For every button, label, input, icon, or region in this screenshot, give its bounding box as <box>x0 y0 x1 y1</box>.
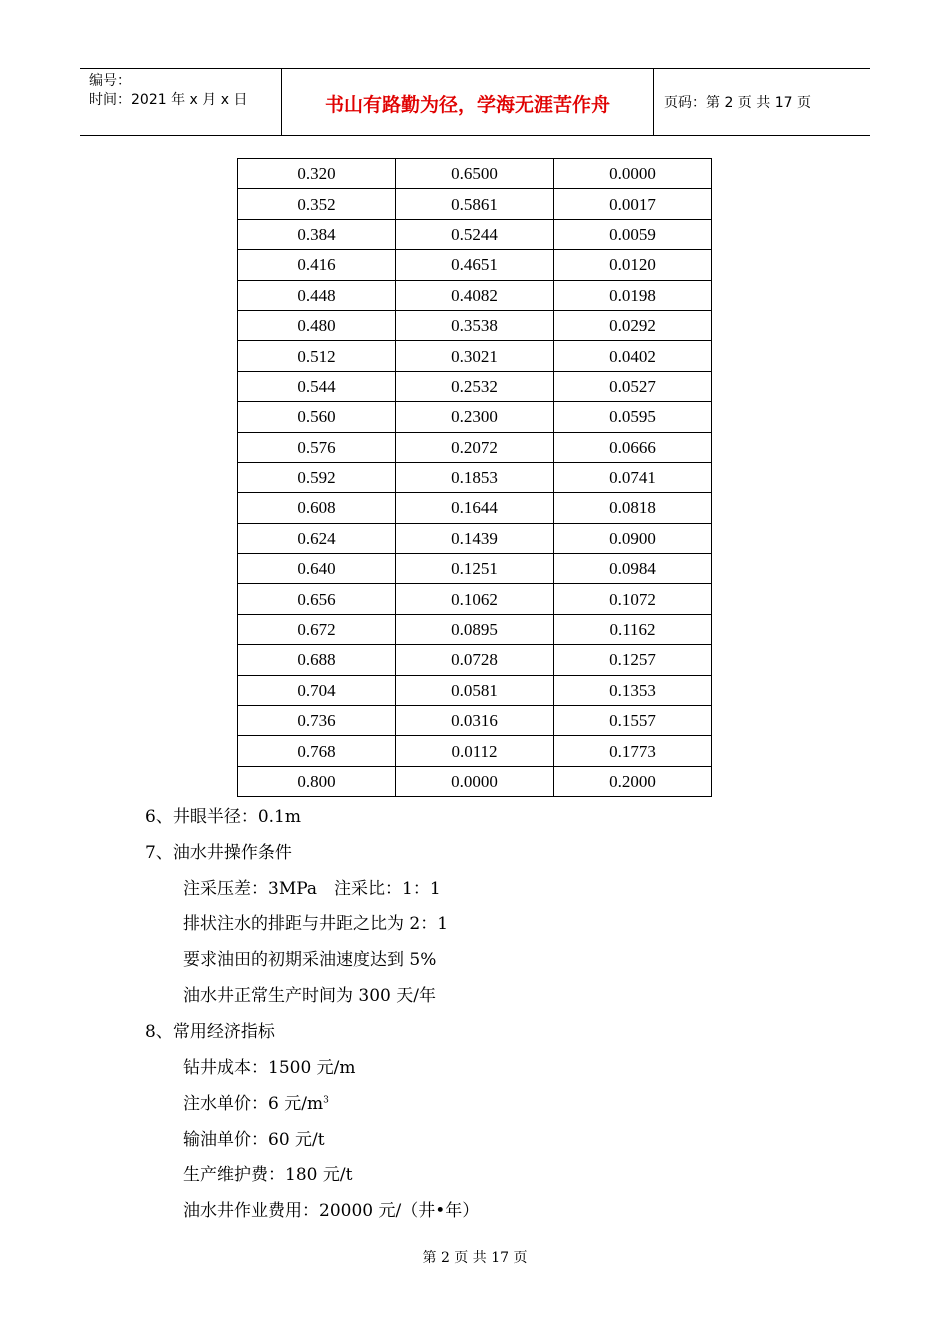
table-cell: 0.0198 <box>554 280 712 310</box>
table-row <box>238 402 712 432</box>
water-injection-price-text: 注水单价：6 元/m <box>183 1094 324 1114</box>
table-cell: 0.5861 <box>396 189 554 219</box>
table-cell: 0.592 <box>238 462 396 492</box>
section-6-wellbore-radius: 6、井眼半径：0.1m <box>145 807 301 827</box>
table-cell: 0.576 <box>238 432 396 462</box>
table-cell: 0.1257 <box>554 645 712 675</box>
table-row <box>238 766 712 796</box>
table-cell: 0.2000 <box>554 766 712 796</box>
injection-pressure-ratio: 注采压差：3MPa 注采比：1：1 <box>183 879 441 899</box>
table-row <box>238 462 712 492</box>
table-row <box>238 675 712 705</box>
table-row <box>238 310 712 340</box>
water-injection-price <box>183 1089 329 1114</box>
table-cell: 0.544 <box>238 371 396 401</box>
table-cell: 0.0017 <box>554 189 712 219</box>
header-page-info: 页码：第 2 页 共 17 页 <box>664 95 811 111</box>
table-cell: 0.0900 <box>554 523 712 553</box>
page-footer: 第 2 页 共 17 页 <box>422 1250 528 1266</box>
table-row <box>238 159 712 189</box>
table-cell: 0.1062 <box>396 584 554 614</box>
table-row <box>238 280 712 310</box>
table-cell: 0.1644 <box>396 493 554 523</box>
table-row <box>238 432 712 462</box>
section-7-heading: 7、油水井操作条件 <box>145 843 292 863</box>
table-cell: 0.0728 <box>396 645 554 675</box>
table-row <box>238 493 712 523</box>
table-cell: 0.1439 <box>396 523 554 553</box>
table-row <box>238 371 712 401</box>
table-cell: 0.0818 <box>554 493 712 523</box>
table-cell: 0.704 <box>238 675 396 705</box>
table-cell: 0.0112 <box>396 736 554 766</box>
data-table <box>237 158 712 797</box>
well-operation-cost: 油水井作业费用：20000 元/（井•年） <box>183 1201 480 1221</box>
table-cell: 0.736 <box>238 706 396 736</box>
table-cell: 0.0120 <box>554 250 712 280</box>
table-cell: 0.352 <box>238 189 396 219</box>
table-cell: 0.1072 <box>554 584 712 614</box>
initial-recovery-rate: 要求油田的初期采油速度达到 5% <box>183 950 437 970</box>
table-cell: 0.2300 <box>396 402 554 432</box>
table-cell: 0.1162 <box>554 614 712 644</box>
table-cell: 0.0741 <box>554 462 712 492</box>
table-cell: 0.2532 <box>396 371 554 401</box>
table-row <box>238 341 712 371</box>
table-cell: 0.0000 <box>554 159 712 189</box>
table-cell: 0.560 <box>238 402 396 432</box>
table-cell: 0.3021 <box>396 341 554 371</box>
header-motto: 书山有路勤为径，学海无涯苦作舟 <box>282 69 654 135</box>
drilling-cost: 钻井成本：1500 元/m <box>183 1058 356 1078</box>
data-table-body <box>238 159 712 797</box>
table-row <box>238 584 712 614</box>
table-row <box>238 554 712 584</box>
header-meta <box>80 69 282 135</box>
table-row <box>238 614 712 644</box>
table-row <box>238 189 712 219</box>
table-cell: 0.512 <box>238 341 396 371</box>
table-cell: 0.6500 <box>396 159 554 189</box>
table-cell: 0.0000 <box>396 766 554 796</box>
table-cell: 0.0402 <box>554 341 712 371</box>
table-cell: 0.0666 <box>554 432 712 462</box>
table-cell: 0.0895 <box>396 614 554 644</box>
table-cell: 0.688 <box>238 645 396 675</box>
table-cell: 0.1353 <box>554 675 712 705</box>
table-row <box>238 523 712 553</box>
table-cell: 0.1773 <box>554 736 712 766</box>
document-date: 时间：2021 年 x 月 x 日 <box>89 92 248 108</box>
table-cell: 0.0527 <box>554 371 712 401</box>
row-spacing-ratio: 排状注水的排距与井距之比为 2：1 <box>183 914 449 934</box>
table-cell: 0.4651 <box>396 250 554 280</box>
production-time: 油水井正常生产时间为 300 天/年 <box>183 986 436 1006</box>
table-cell: 0.448 <box>238 280 396 310</box>
table-row <box>238 706 712 736</box>
table-cell: 0.672 <box>238 614 396 644</box>
oil-transport-price: 输油单价：60 元/t <box>183 1130 325 1150</box>
table-row <box>238 219 712 249</box>
table-row <box>238 736 712 766</box>
table-cell: 0.656 <box>238 584 396 614</box>
table-cell: 0.1557 <box>554 706 712 736</box>
table-cell: 0.0595 <box>554 402 712 432</box>
table-cell: 0.4082 <box>396 280 554 310</box>
table-cell: 0.640 <box>238 554 396 584</box>
table-cell: 0.320 <box>238 159 396 189</box>
document-number: 编号： <box>89 73 131 89</box>
table-cell: 0.1251 <box>396 554 554 584</box>
table-cell: 0.768 <box>238 736 396 766</box>
table-cell: 0.1853 <box>396 462 554 492</box>
table-cell: 0.800 <box>238 766 396 796</box>
table-cell: 0.608 <box>238 493 396 523</box>
table-cell: 0.5244 <box>396 219 554 249</box>
table-cell: 0.416 <box>238 250 396 280</box>
table-cell: 0.624 <box>238 523 396 553</box>
section-8-heading: 8、常用经济指标 <box>145 1022 275 1042</box>
table-cell: 0.384 <box>238 219 396 249</box>
table-cell: 0.480 <box>238 310 396 340</box>
table-cell: 0.0316 <box>396 706 554 736</box>
table-cell: 0.0984 <box>554 554 712 584</box>
table-row <box>238 250 712 280</box>
table-cell: 0.3538 <box>396 310 554 340</box>
page-header <box>80 68 870 136</box>
table-row <box>238 645 712 675</box>
table-cell: 0.2072 <box>396 432 554 462</box>
table-cell: 0.0292 <box>554 310 712 340</box>
table-cell: 0.0581 <box>396 675 554 705</box>
maintenance-cost: 生产维护费：180 元/t <box>183 1165 353 1185</box>
cubic-superscript: 3 <box>323 1095 329 1106</box>
table-cell: 0.0059 <box>554 219 712 249</box>
